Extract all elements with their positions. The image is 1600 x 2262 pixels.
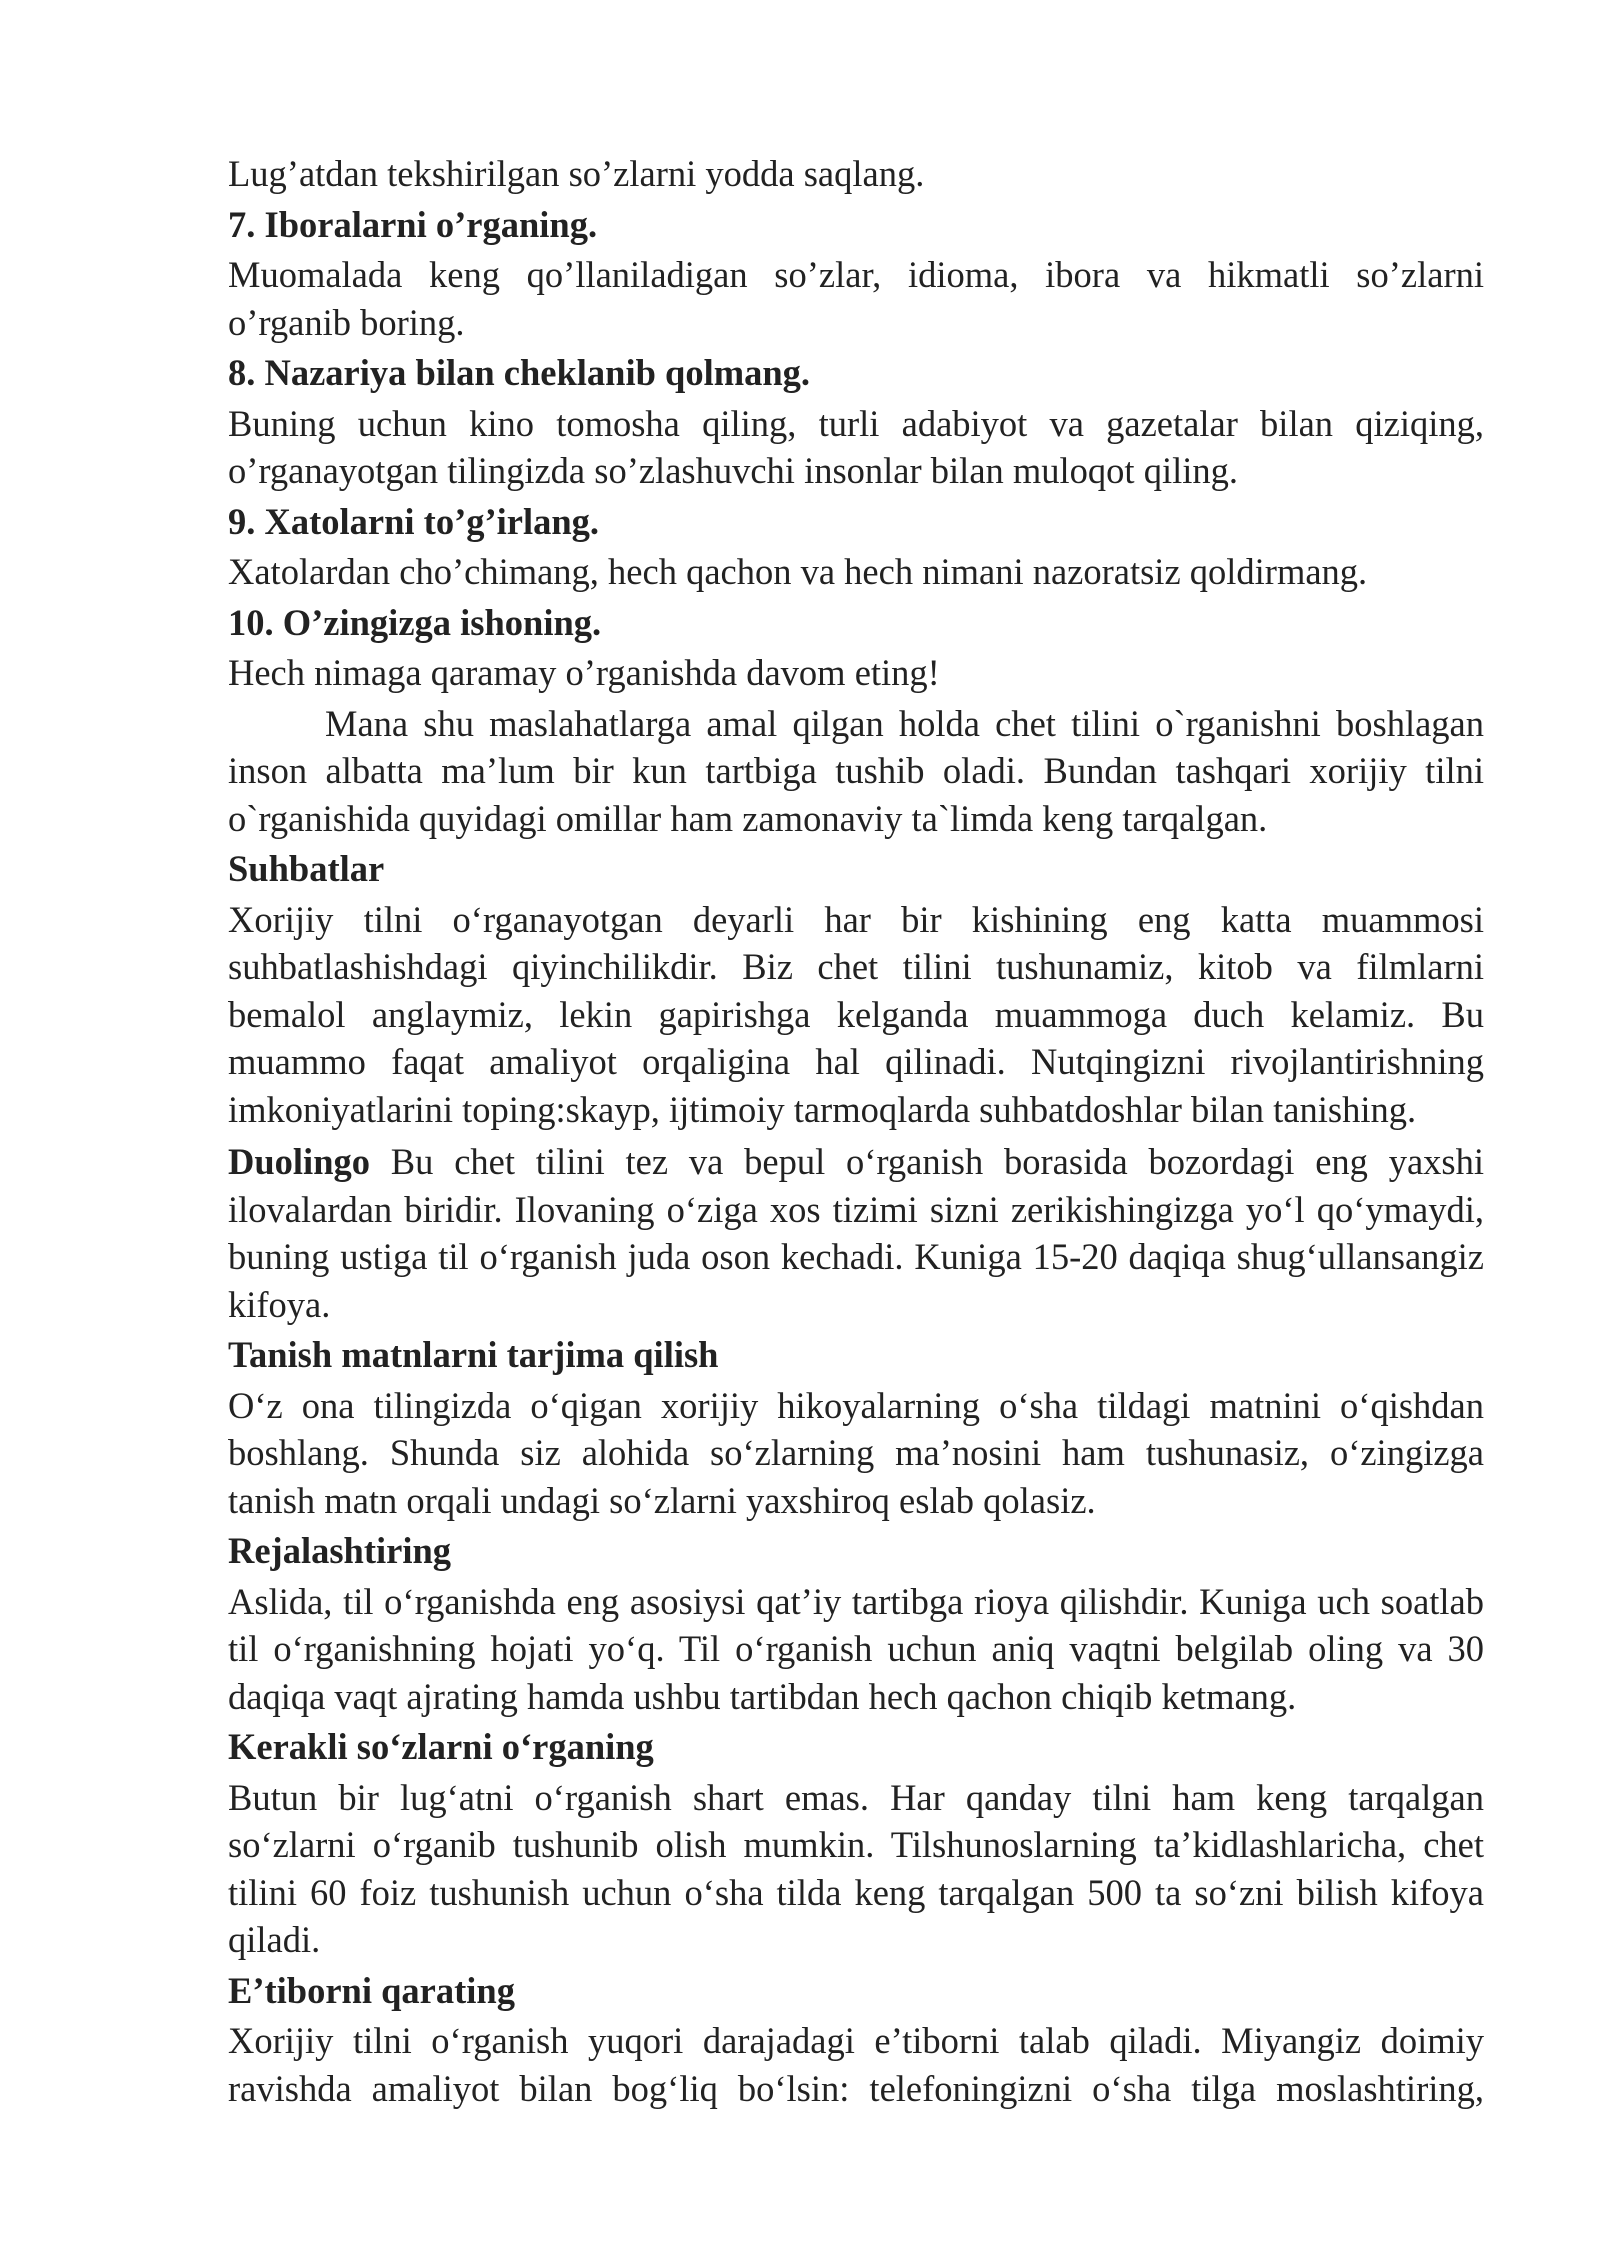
- text-line: inson albatta ma’lum bir kun tartbiga tushib oladi. Bundan tashqari xorijiy tilni: [228, 750, 1484, 791]
- duolingo-paragraph-line: [228, 1138, 1484, 1186]
- duolingo-term: Duolingo: [228, 1141, 370, 1182]
- paragraph-first-line: Mana shu maslahatlarga amal qilgan holda chet tilini o`rganishni boshlagan: [325, 702, 1484, 744]
- text-line: bemalol anglaymiz, lekin gapirishga kelganda muammoga duch kelamiz. Bu: [228, 993, 1484, 1035]
- text-line: Buning uchun kino tomosha qiling, turli adabiyot va gazetalar bilan qiziqing,: [228, 402, 1484, 444]
- section-heading-8: 8. Nazariya bilan cheklanib qolmang.: [228, 352, 811, 393]
- text-line: til o‘rganishning hojati yo‘q. Til o‘rganish uchun aniq vaqtni belgilab oling va 30: [228, 1628, 1484, 1669]
- text-line: kifoya.: [228, 1283, 331, 1325]
- text-line: tanish matn orqali undagi so‘zlarni yaxshiroq eslab qolasiz.: [228, 1479, 1096, 1521]
- section-heading-suhbatlar: Suhbatlar: [228, 848, 385, 889]
- text-line: boshlang. Shunda siz alohida so‘zlarning ma’nosini ham tushunasiz, o‘zingizga: [228, 1432, 1484, 1473]
- text-line: tilini 60 foiz tushunish uchun o‘sha tilda keng tarqalgan 500 ta so‘zni bilish kifoya: [228, 1871, 1484, 1913]
- text-line: suhbatlashishdagi qiyinchilikdir. Biz chet tilini tushunamiz, kitob va filmlarni: [228, 946, 1484, 987]
- text-line: Aslida, til o‘rganishda eng asosiysi qat’iy tartibga rioya qilishdir. Kuniga uch soatlab: [228, 1580, 1484, 1622]
- duolingo-text: Bu chet tilini tez va bepul o‘rganish borasida bozordagi eng yaxshi: [370, 1141, 1484, 1182]
- text-line: Xorijiy tilni o‘rganish yuqori darajadagi e’tiborni talab qiladi. Miyangiz doimiy: [228, 2020, 1484, 2061]
- text-line: muammo faqat amaliyot orqaligina hal qilinadi. Nutqingizni rivojlantirishning: [228, 1041, 1484, 1082]
- section-heading-kerakli-sozlar: Kerakli so‘zlarni o‘rganing: [228, 1726, 654, 1767]
- section-heading-tarjima: Tanish matnlarni tarjima qilish: [228, 1334, 719, 1375]
- text-line: so‘zlarni o‘rganib tushunib olish mumkin. Tilshunoslarning ta’kidlashlaricha, chet: [228, 1824, 1484, 1865]
- text-line: o`rganishida quyidagi omillar ham zamonaviy ta`limda keng tarqalgan.: [228, 797, 1268, 839]
- text-line: Xatolardan cho’chimang, hech qachon va hech nimani nazoratsiz qoldirmang.: [228, 551, 1368, 592]
- section-heading-9: 9. Xatolarni to’g’irlang.: [228, 500, 600, 542]
- text-line: buning ustiga til o‘rganish juda oson kechadi. Kuniga 15-20 daqiqa shug‘ullansangiz: [228, 1236, 1484, 1277]
- text-line: Xorijiy tilni o‘rganayotgan deyarli har bir kishining eng katta muammosi: [228, 898, 1484, 940]
- section-heading-rejalashtiring: Rejalashtiring: [228, 1530, 452, 1571]
- text-line: Butun bir lug‘atni o‘rganish shart emas. Har qanday tilni ham keng tarqalgan: [228, 1776, 1484, 1818]
- text-line: imkoniyatlarini toping:skayp, ijtimoiy tarmoqlarda suhbatdoshlar bilan tanishing.: [228, 1088, 1417, 1130]
- text-line: Muomalada keng qo’llaniladigan so’zlar, idioma, ibora va hikmatli so’zlarni: [228, 254, 1484, 295]
- text-line: ilovalardan biridir. Ilovaning o‘ziga xos tizimi sizni zerikishingizga yo‘l qo‘ymaydi,: [228, 1188, 1484, 1230]
- text-line: ravishda amaliyot bilan bog‘liq bo‘lsin: telefoningizni o‘sha tilga moslashtiring,: [228, 2067, 1484, 2109]
- section-heading-10: 10. O’zingizga ishoning.: [228, 601, 602, 643]
- text-line: daqiqa vaqt ajrating hamda ushbu tartibdan hech qachon chiqib ketmang.: [228, 1675, 1297, 1717]
- document-page: [228, 150, 1484, 2112]
- section-heading-etibor: E’tiborni qarating: [228, 1969, 515, 2011]
- text-line: o’rganib boring.: [228, 301, 465, 343]
- text-line: qiladi.: [228, 1919, 321, 1960]
- section-heading-7: 7. Iboralarni o’rganing.: [228, 203, 598, 245]
- text-line: Hech nimaga qaramay o’rganishda davom eting!: [228, 652, 940, 693]
- text-line: o’rganayotgan tilingizda so’zlashuvchi insonlar bilan muloqot qiling.: [228, 450, 1238, 491]
- text-line: Lug’atdan tekshirilgan so’zlarni yodda saqlang.: [228, 153, 925, 194]
- text-line: O‘z ona tilingizda o‘qigan xorijiy hikoyalarning o‘sha tildagi matnini o‘qishdan: [228, 1384, 1484, 1426]
